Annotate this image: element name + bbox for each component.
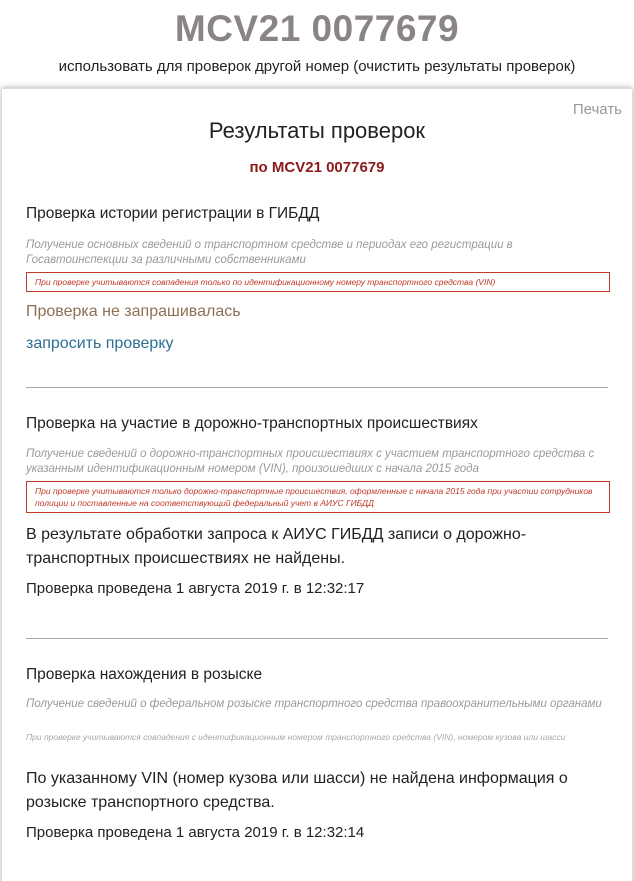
check-result: В результате обработки запроса к АИУС ГИБДД записи о дорожно-транспортных происшествиях не найдены. [26, 526, 527, 567]
section-warning: При проверке учитываются только дорожно-транспортные происшествия, оформленные с начала 2015 года при участии сотрудников полиции и поставленные на соответствующий федеральный учет в АИУС ГИБДД [26, 481, 610, 513]
section-description: Получение сведений о федеральном розыске транспортного средства правоохранительными органами [26, 698, 602, 710]
vin-heading: MCV21 0077679 [174, 8, 460, 49]
use-other-number-link[interactable]: использовать для проверок другой номер (очистить результаты проверок) [58, 58, 576, 75]
request-check-link[interactable]: запросить проверку [26, 335, 174, 352]
section-divider [26, 387, 608, 388]
section-wanted [26, 666, 610, 684]
section-title: Проверка нахождения в розыске [26, 666, 263, 683]
section-divider [26, 638, 608, 639]
section-note: При проверке учитываются совпадения с идентификационным номером транспортного средства (VIN), номером кузова или шасси [26, 732, 566, 742]
check-date: Проверка проведена 1 августа 2019 г. в 12:32:14 [26, 824, 365, 841]
results-panel [2, 88, 632, 881]
section-registration-history [26, 205, 610, 223]
check-date: Проверка проведена 1 августа 2019 г. в 12:32:17 [26, 580, 365, 597]
check-status: Проверка не запрашивалась [26, 303, 241, 320]
section-title: Проверка на участие в дорожно-транспортных происшествиях [26, 415, 478, 432]
section-warning: При проверке учитываются совпадения только по идентификационному номеру транспортного средства (VIN) [26, 272, 610, 292]
section-description: Получение сведений о дорожно-транспортных происшествиях с участием транспортного средства с указанным идентификационным номером (VIN), произошедших с начала 2015 года [26, 448, 595, 475]
section-accidents [26, 415, 610, 433]
section-description: Получение основных сведений о транспортном средстве и периодах его регистрации в Госавтоинспекции за различными собственниками [26, 239, 513, 266]
results-subtitle: по MCV21 0077679 [249, 159, 385, 176]
print-button[interactable]: Печать [572, 101, 622, 118]
results-title: Результаты проверок [208, 118, 426, 143]
check-result: По указанному VIN (номер кузова или шасси) не найдена информация о розыске транспортного средства. [26, 770, 568, 811]
section-title: Проверка истории регистрации в ГИБДД [26, 205, 320, 222]
